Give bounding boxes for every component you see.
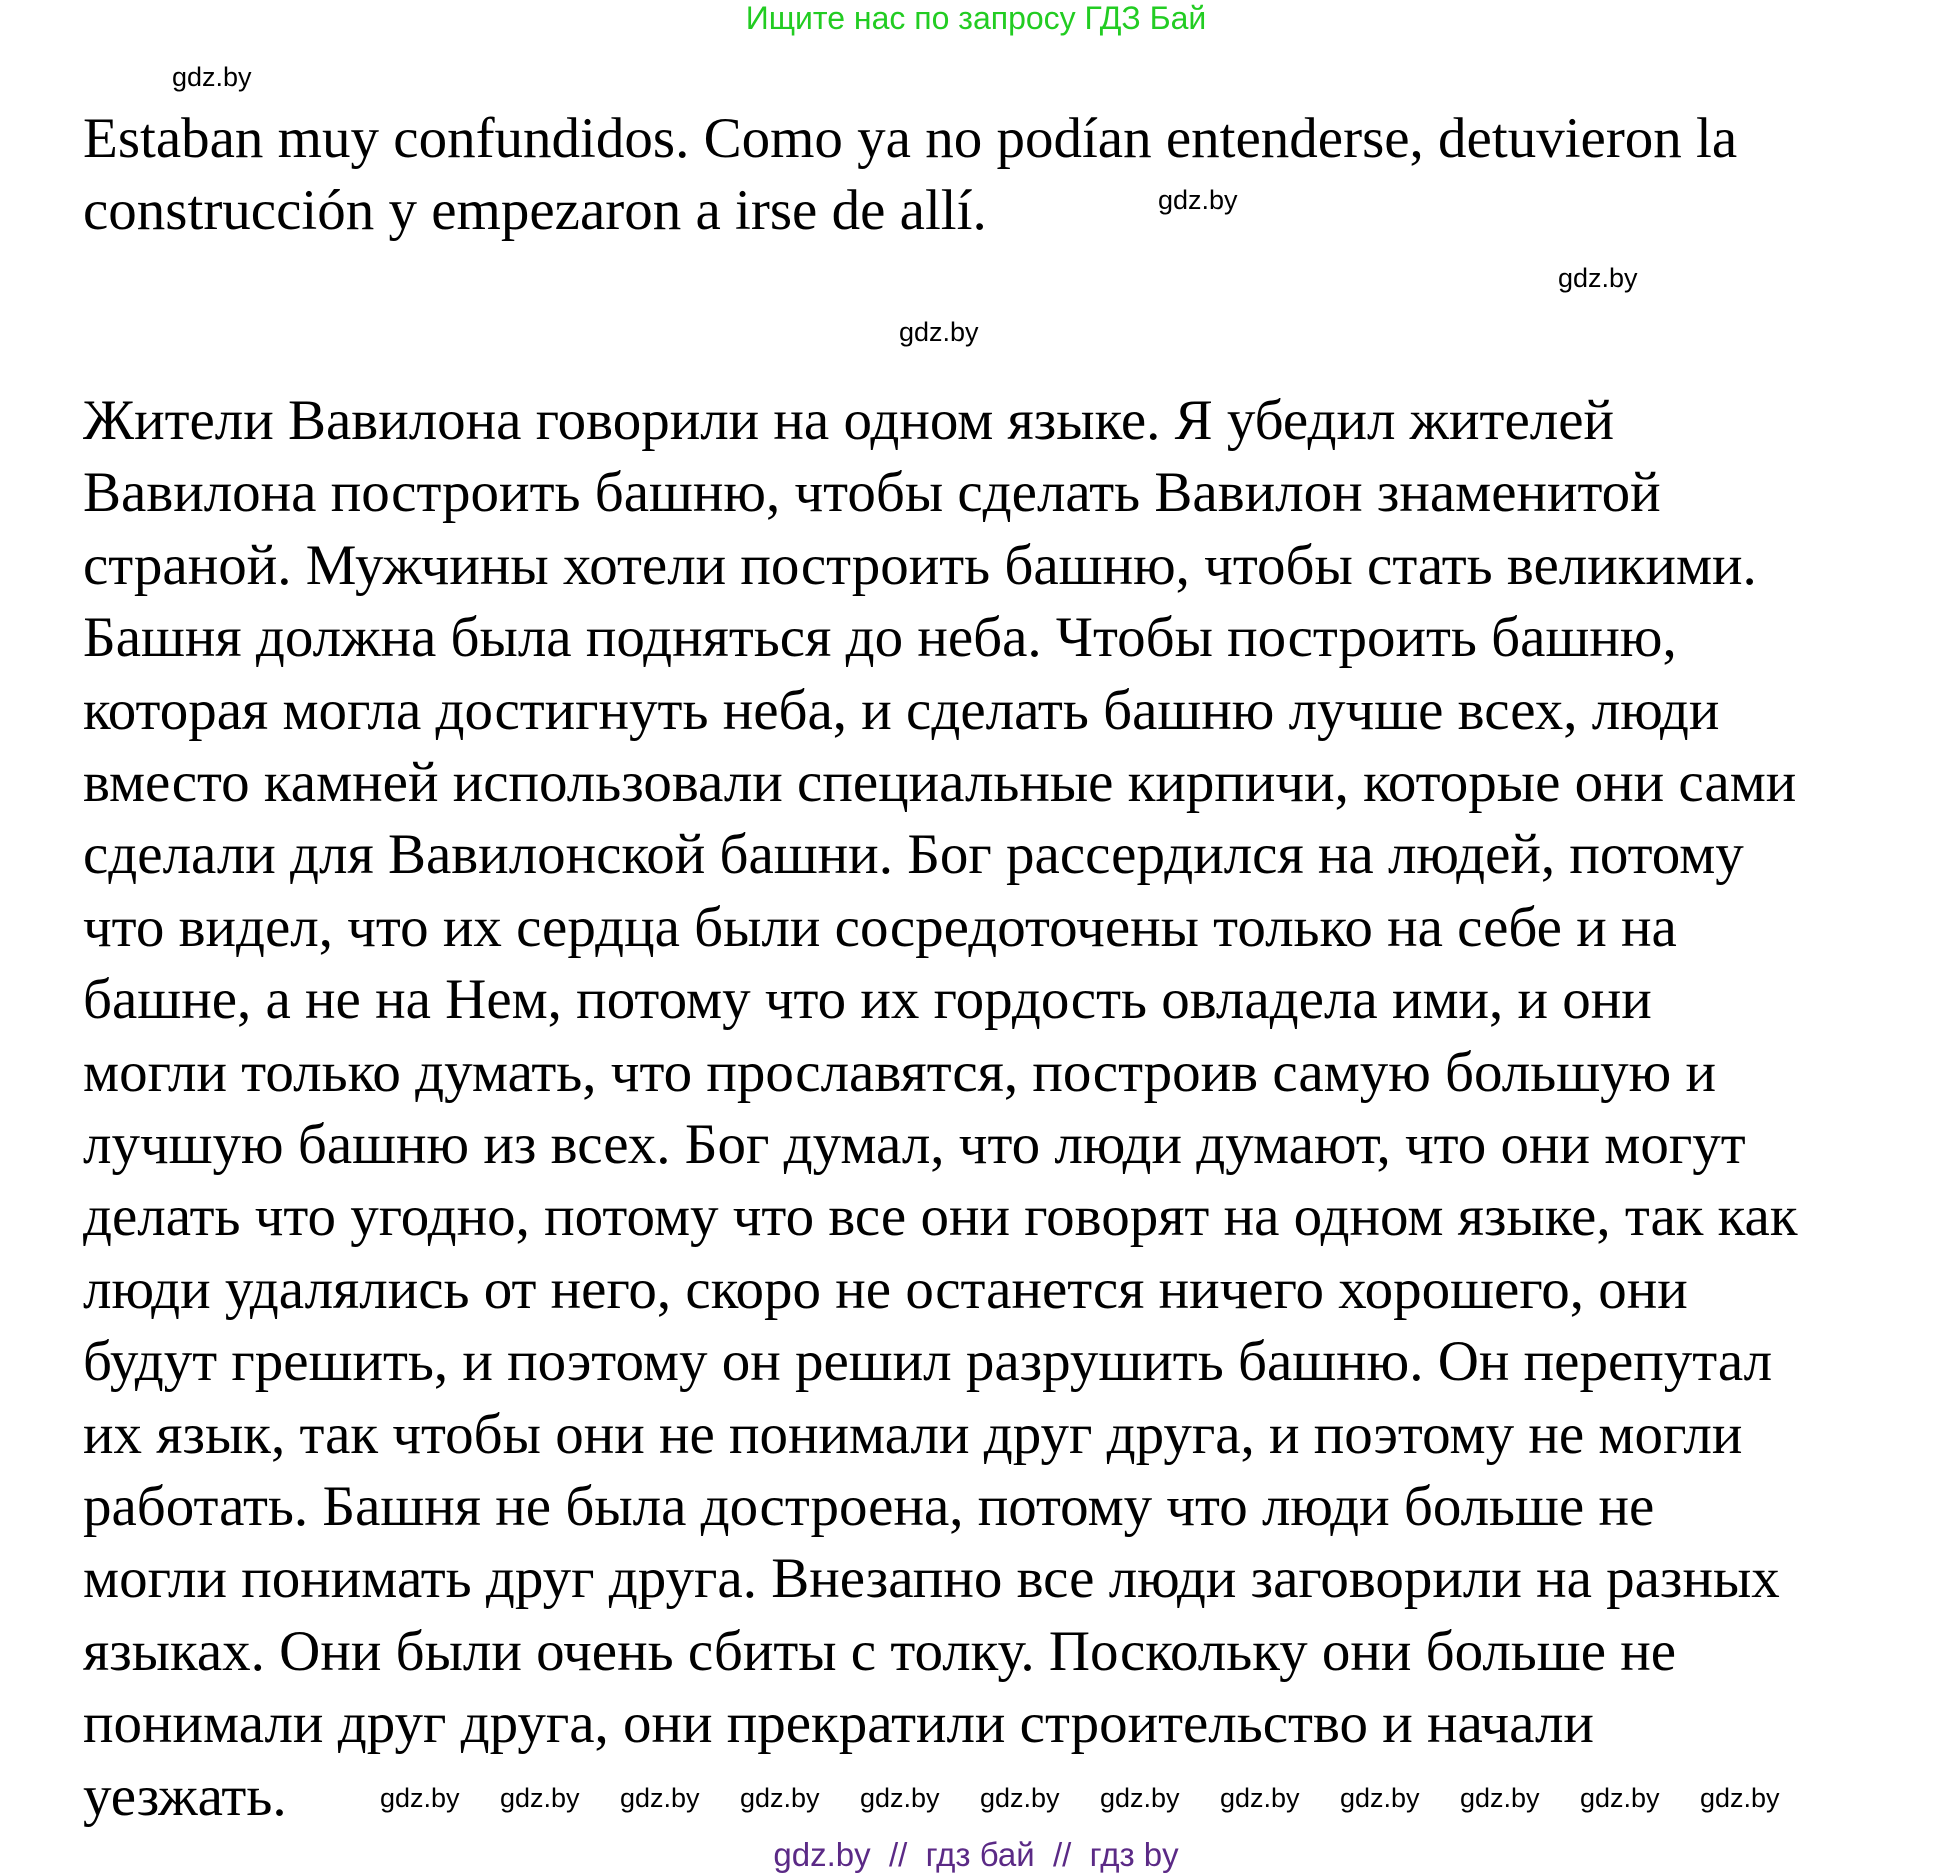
- russian-text-line: уезжать.: [83, 1764, 287, 1828]
- watermark-text: gdz.by: [1558, 263, 1638, 293]
- watermark-text: gdz.by: [1460, 1783, 1540, 1813]
- russian-text-line: башне, а не на Нем, потому что их гордость овладела ими, и они: [83, 968, 1652, 1032]
- watermark-text: gdz.by: [860, 1783, 940, 1813]
- spanish-text-line: Estaban muy confundidos. Como ya no podían entenderse, detuvieron la: [83, 107, 1738, 170]
- watermark-text: gdz.by: [1580, 1783, 1660, 1813]
- russian-text-line: люди удалялись от него, скоро не останется ничего хорошего, они: [83, 1257, 1688, 1321]
- watermark-text: gdz.by: [1700, 1783, 1780, 1813]
- spanish-text-line: construcción y empezaron a irse de allí.: [83, 179, 987, 242]
- watermark-text: gdz.by: [740, 1783, 820, 1813]
- watermark-text: gdz.by: [980, 1783, 1060, 1813]
- watermark-text: gdz.by: [1100, 1783, 1180, 1813]
- watermark-text: gdz.by: [620, 1783, 700, 1813]
- footer-banner: gdz.by // гдз бай // гдз by: [773, 1836, 1179, 1873]
- watermark-text: gdz.by: [1158, 185, 1238, 215]
- russian-text-line: их язык, так чтобы они не понимали друг друга, и поэтому не могли: [83, 1402, 1743, 1466]
- watermark-text: gdz.by: [899, 317, 979, 347]
- russian-text-line: которая могла достигнуть неба, и сделать башню лучше всех, люди: [83, 678, 1720, 742]
- russian-text-line: вместо камней использовали специальные кирпичи, которые они сами: [83, 751, 1797, 814]
- watermark-text: gdz.by: [1340, 1783, 1420, 1813]
- russian-text-line: могли только думать, что прославятся, построив самую большую и: [83, 1040, 1716, 1104]
- russian-text-line: страной. Мужчины хотели построить башню, чтобы стать великими.: [83, 533, 1757, 597]
- watermark-text: gdz.by: [1220, 1783, 1300, 1813]
- russian-text-line: лучшую башню из всех. Бог думал, что люди думают, что они могут: [83, 1113, 1746, 1176]
- russian-text-line: могли понимать друг друга. Внезапно все люди заговорили на разных: [83, 1547, 1780, 1611]
- russian-text-line: что видел, что их сердца были сосредоточены только на себе и на: [83, 895, 1677, 959]
- russian-text-line: будут грешить, и поэтому он решил разрушить башню. Он перепутал: [83, 1330, 1773, 1394]
- watermark-text: gdz.by: [172, 62, 252, 92]
- russian-text-line: сделали для Вавилонской башни. Бог рассердился на людей, потому: [83, 823, 1744, 887]
- russian-text-line: делать что угодно, потому что все они говорят на одном языке, так как: [83, 1185, 1798, 1249]
- russian-text-line: Жители Вавилона говорили на одном языке. Я убедил жителей: [83, 389, 1615, 452]
- russian-text-line: работать. Башня не была достроена, потому что люди больше не: [83, 1475, 1655, 1538]
- russian-text-line: Вавилона построить башню, чтобы сделать Вавилон знаменитой: [83, 461, 1661, 525]
- watermark-text: gdz.by: [500, 1783, 580, 1813]
- russian-text-line: языках. Они были очень сбиты с толку. Поскольку они больше не: [83, 1619, 1677, 1683]
- russian-text-line: понимали друг друга, они прекратили строительство и начали: [83, 1692, 1594, 1756]
- header-banner: Ищите нас по запросу ГДЗ Бай: [745, 0, 1207, 36]
- watermark-text: gdz.by: [380, 1783, 460, 1813]
- russian-text-line: Башня должна была подняться до неба. Чтобы построить башню,: [83, 606, 1677, 670]
